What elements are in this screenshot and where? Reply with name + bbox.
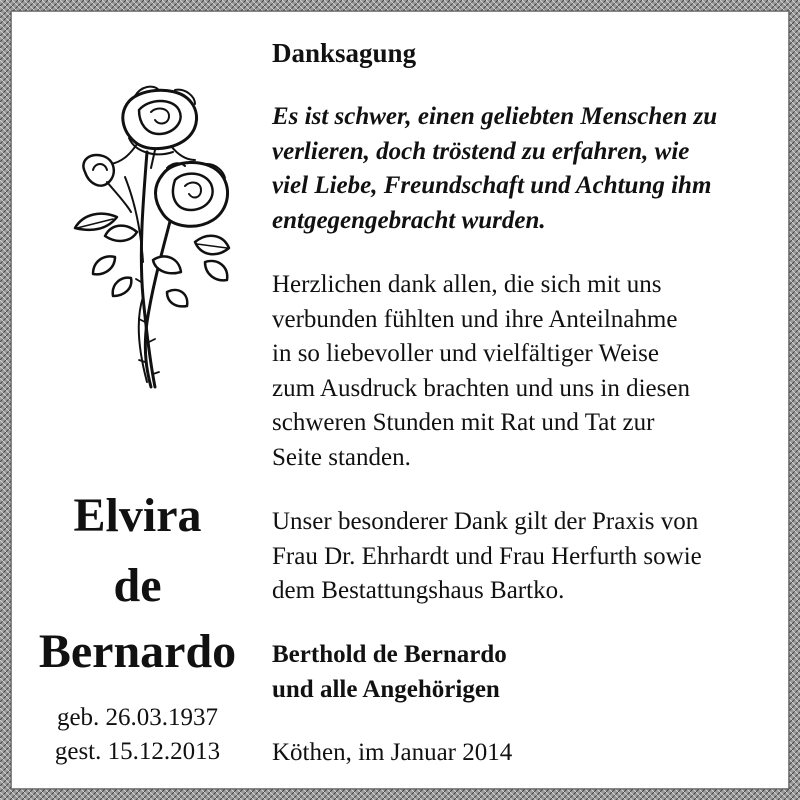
message-column [272, 0, 782, 800]
special-thanks-paragraph [272, 505, 782, 609]
notice-heading: Danksagung [272, 38, 417, 68]
thanks-line: in so liebevoller und vielfältiger Weise [272, 340, 659, 367]
thanks-line: zum Ausdruck brachten und uns in diesen [272, 374, 690, 402]
death-date: gest. 15.12.2013 [54, 738, 221, 765]
signature-line: Berthold de Bernardo [272, 641, 507, 668]
quote-paragraph [272, 100, 782, 238]
deceased-name-particle: de [113, 559, 162, 612]
signature-line: und alle Angehörigen [272, 675, 500, 703]
place-date-line: Köthen, im Januar 2014 [272, 739, 513, 766]
birth-date: geb. 26.03.1937 [56, 704, 219, 731]
thanks-line: Herzlichen dank allen, die sich mit uns [272, 271, 662, 298]
quote-line: Es ist schwer, einen geliebten Menschen zu [272, 103, 718, 130]
thanks-line: Seite standen. [272, 443, 411, 471]
special-thanks-line: Unser besonderer Dank gilt der Praxis von [272, 508, 699, 535]
thanks-line: schweren Stunden mit Rat und Tat zur [272, 409, 655, 436]
deceased-last-name: Bernardo [38, 625, 237, 678]
thanks-line: verbunden fühlten und ihre Anteilnahme [272, 305, 678, 333]
rose-bouquet-illustration [55, 82, 245, 397]
signature-block [272, 638, 782, 707]
quote-line: entgegengebracht wurden. [272, 206, 546, 234]
deceased-column [20, 0, 255, 800]
deceased-first-name: Elvira [73, 489, 202, 542]
special-thanks-line: Frau Dr. Ehrhardt und Frau Herfurth sowie [272, 542, 702, 570]
quote-line: viel Liebe, Freundschaft und Achtung ihm [272, 172, 712, 199]
quote-line: verlieren, doch tröstend zu erfahren, wie [272, 137, 690, 165]
thanks-paragraph [272, 268, 782, 475]
place-date [272, 736, 782, 771]
special-thanks-line: dem Bestattungshaus Bartko. [272, 577, 565, 604]
